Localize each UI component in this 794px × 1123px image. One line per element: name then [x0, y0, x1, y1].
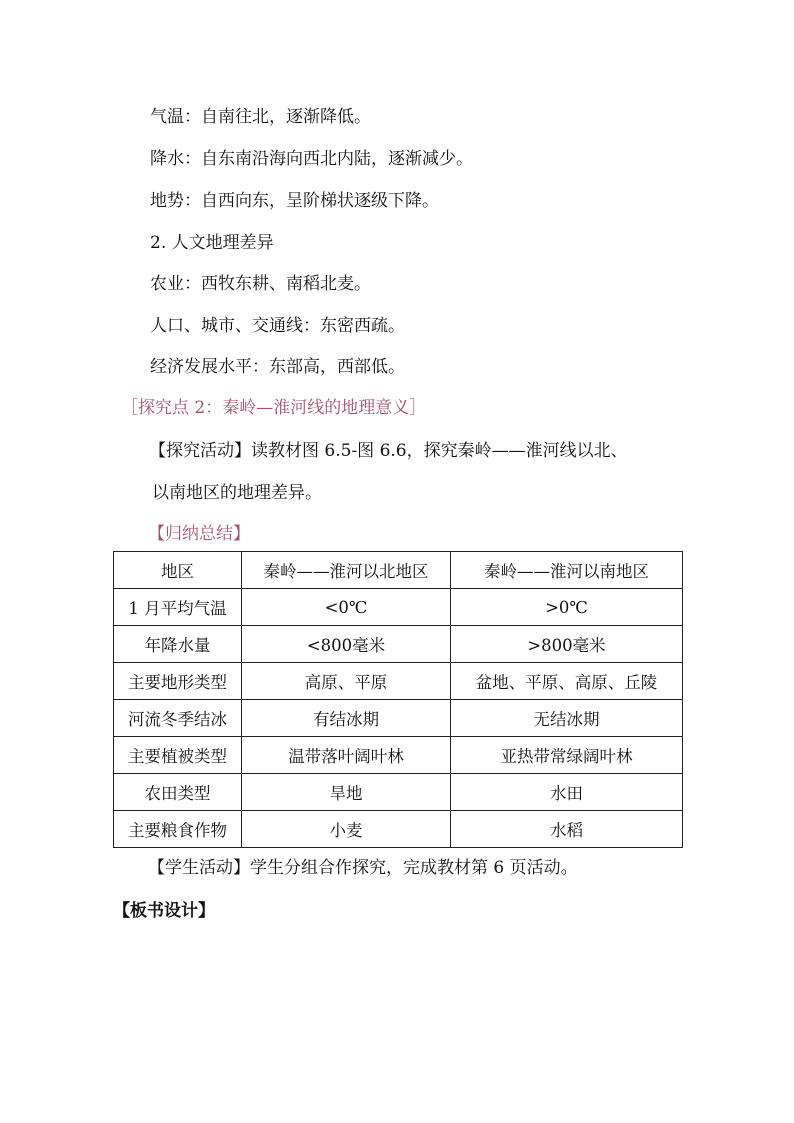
table-cell: <800毫米 — [242, 626, 451, 663]
table-cell: 高原、平原 — [242, 663, 451, 700]
explore-point-heading: ［探究点 2：秦岭—淮河线的地理意义］ — [121, 398, 427, 418]
table-cell: 农田类型 — [114, 774, 242, 811]
terrain-line: 地势：自西向东，呈阶梯状逐级下降。 — [150, 191, 439, 211]
human-geography-heading: 2. 人文地理差异 — [150, 233, 274, 253]
table-cell: >0℃ — [451, 589, 683, 626]
explore-activity-line-2: 以南地区的地理差异。 — [152, 483, 322, 503]
table-row — [114, 700, 683, 737]
table-cell: 水田 — [451, 774, 683, 811]
table-cell: 有结冰期 — [242, 700, 451, 737]
table-cell: >800毫米 — [451, 626, 683, 663]
table-header-cell: 地区 — [114, 552, 242, 589]
table-cell: 1 月平均气温 — [114, 589, 242, 626]
table-header-cell: 秦岭——淮河以南地区 — [451, 552, 683, 589]
table-header-cell: 秦岭——淮河以北地区 — [242, 552, 451, 589]
economy-line: 经济发展水平：东部高，西部低。 — [150, 357, 405, 377]
table-cell: 水稻 — [451, 811, 683, 848]
board-design-heading: 【板书设计】 — [113, 901, 215, 921]
table-row — [114, 589, 683, 626]
table-cell: 温带落叶阔叶林 — [242, 737, 451, 774]
table-cell: 无结冰期 — [451, 700, 683, 737]
agriculture-line: 农业：西牧东耕、南稻北麦。 — [150, 274, 371, 294]
table-row — [114, 626, 683, 663]
explore-activity-line-1: 【探究活动】读教材图 6.5-图 6.6，探究秦岭——淮河线以北、 — [149, 441, 628, 461]
table-cell: 主要植被类型 — [114, 737, 242, 774]
table-row — [114, 737, 683, 774]
table-cell: 主要粮食作物 — [114, 811, 242, 848]
table-cell: 亚热带常绿阔叶林 — [451, 737, 683, 774]
table-header-row — [114, 552, 683, 589]
table-cell: 小麦 — [242, 811, 451, 848]
temperature-line: 气温：自南往北，逐渐降低。 — [150, 107, 371, 127]
table-cell: 盆地、平原、高原、丘陵 — [451, 663, 683, 700]
table-cell: 河流冬季结冰 — [114, 700, 242, 737]
student-activity-line: 【学生活动】学生分组合作探究，完成教材第 6 页活动。 — [148, 858, 578, 878]
table-row — [114, 811, 683, 848]
table-cell: 主要地形类型 — [114, 663, 242, 700]
table-cell: <0℃ — [242, 589, 451, 626]
table-cell: 年降水量 — [114, 626, 242, 663]
population-line: 人口、城市、交通线：东密西疏。 — [150, 316, 405, 336]
summary-label: 【归纳总结】 — [148, 524, 250, 544]
table-row — [114, 774, 683, 811]
comparison-table — [113, 551, 683, 848]
table-cell: 旱地 — [242, 774, 451, 811]
precipitation-line: 降水：自东南沿海向西北内陆，逐渐减少。 — [150, 149, 473, 169]
table-row — [114, 663, 683, 700]
